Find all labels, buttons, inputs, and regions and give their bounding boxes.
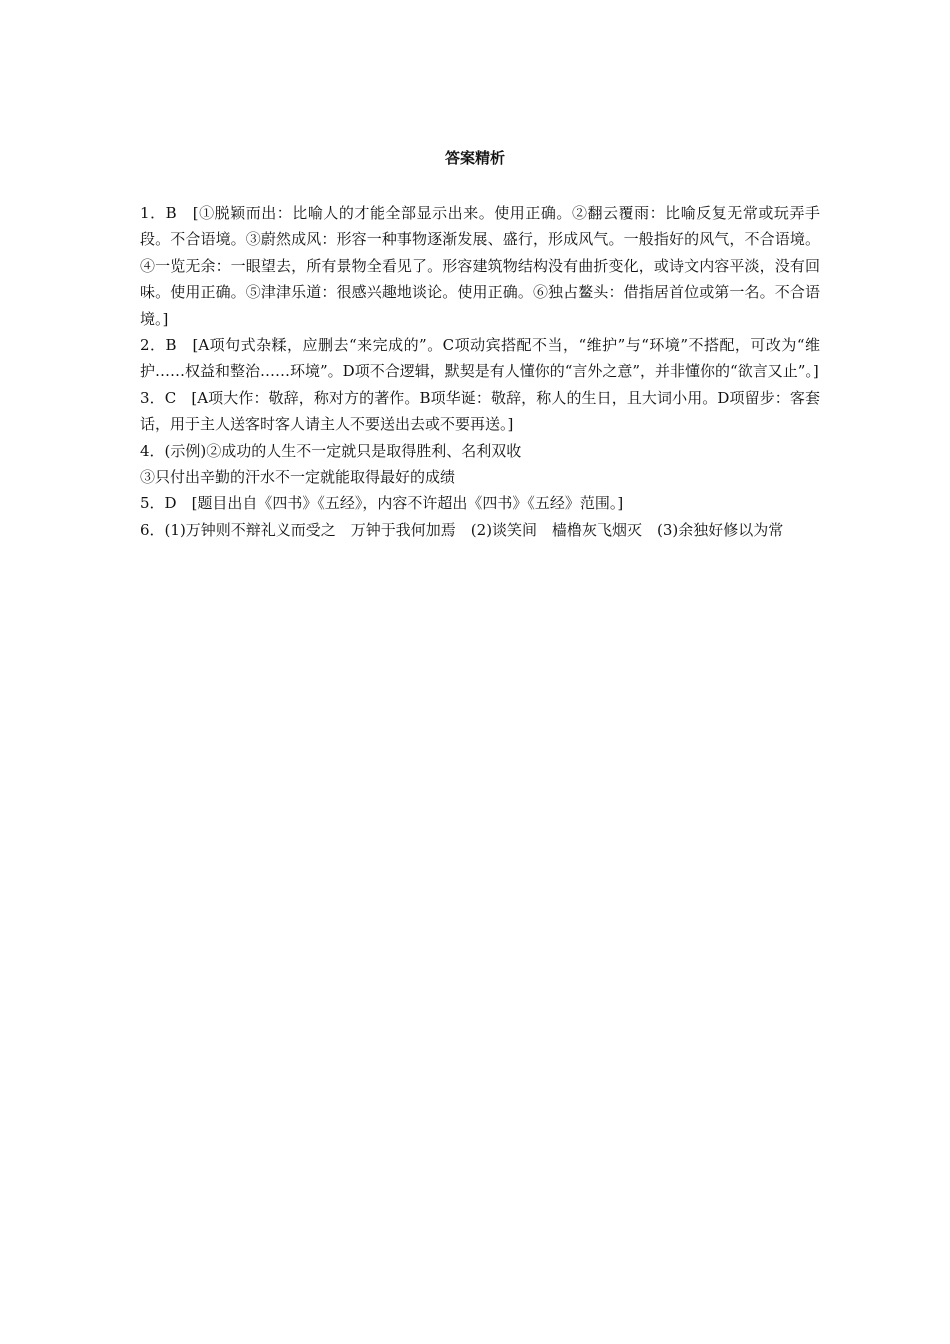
answer-item-2: 2．B [A项句式杂糅，应删去“来完成的”。C项动宾搭配不当，“维护”与“环境”不搭配，可改为“维护……权益和整治……环境”。D项不合逻辑，默契是有人懂你的“言外之意”，并非懂你的“欲言又止”。] [140,336,820,381]
page-title: 答案精析 [444,149,505,167]
answer-item-1: 1．B [①脱颖而出：比喻人的才能全部显示出来。使用正确。②翻云覆雨：比喻反复无常或玩弄手段。不合语境。③蔚然成风：形容一种事物逐渐发展、盛行，形成风气。一般指好的风气，不合语境。④一览无余：一眼望去，所有景物全看见了。形容建筑物结构没有曲折变化，或诗文内容平淡，没有回味。使用正确。⑤津津乐道：很感兴趣地谈论。使用正确。⑥独占鳌头：借指居首位或第一名。不合语境。] [140,204,820,328]
answer-item-4-line-2: ③只付出辛勤的汗水不一定就能取得最好的成绩 [140,468,456,487]
answer-item-4: 4．(示例)②成功的人生不一定就只是取得胜利、名利双收 [140,441,522,460]
answer-item-5: 5．D [题目出自《四书》《五经》，内容不许超出《四书》《五经》范围。] [140,494,624,513]
answer-item-6: 6．(1)万钟则不辩礼义而受之 万钟于我何加焉 (2)谈笑间 樯橹灰飞烟灭 (3)余独好修以为常 [140,520,784,539]
answer-content [140,200,820,543]
answer-item-3: 3．C [A项大作：敬辞，称对方的著作。B项华诞：敬辞，称人的生日，且大词小用。D项留步：客套话，用于主人送客时客人请主人不要送出去或不要再送。] [140,388,820,434]
